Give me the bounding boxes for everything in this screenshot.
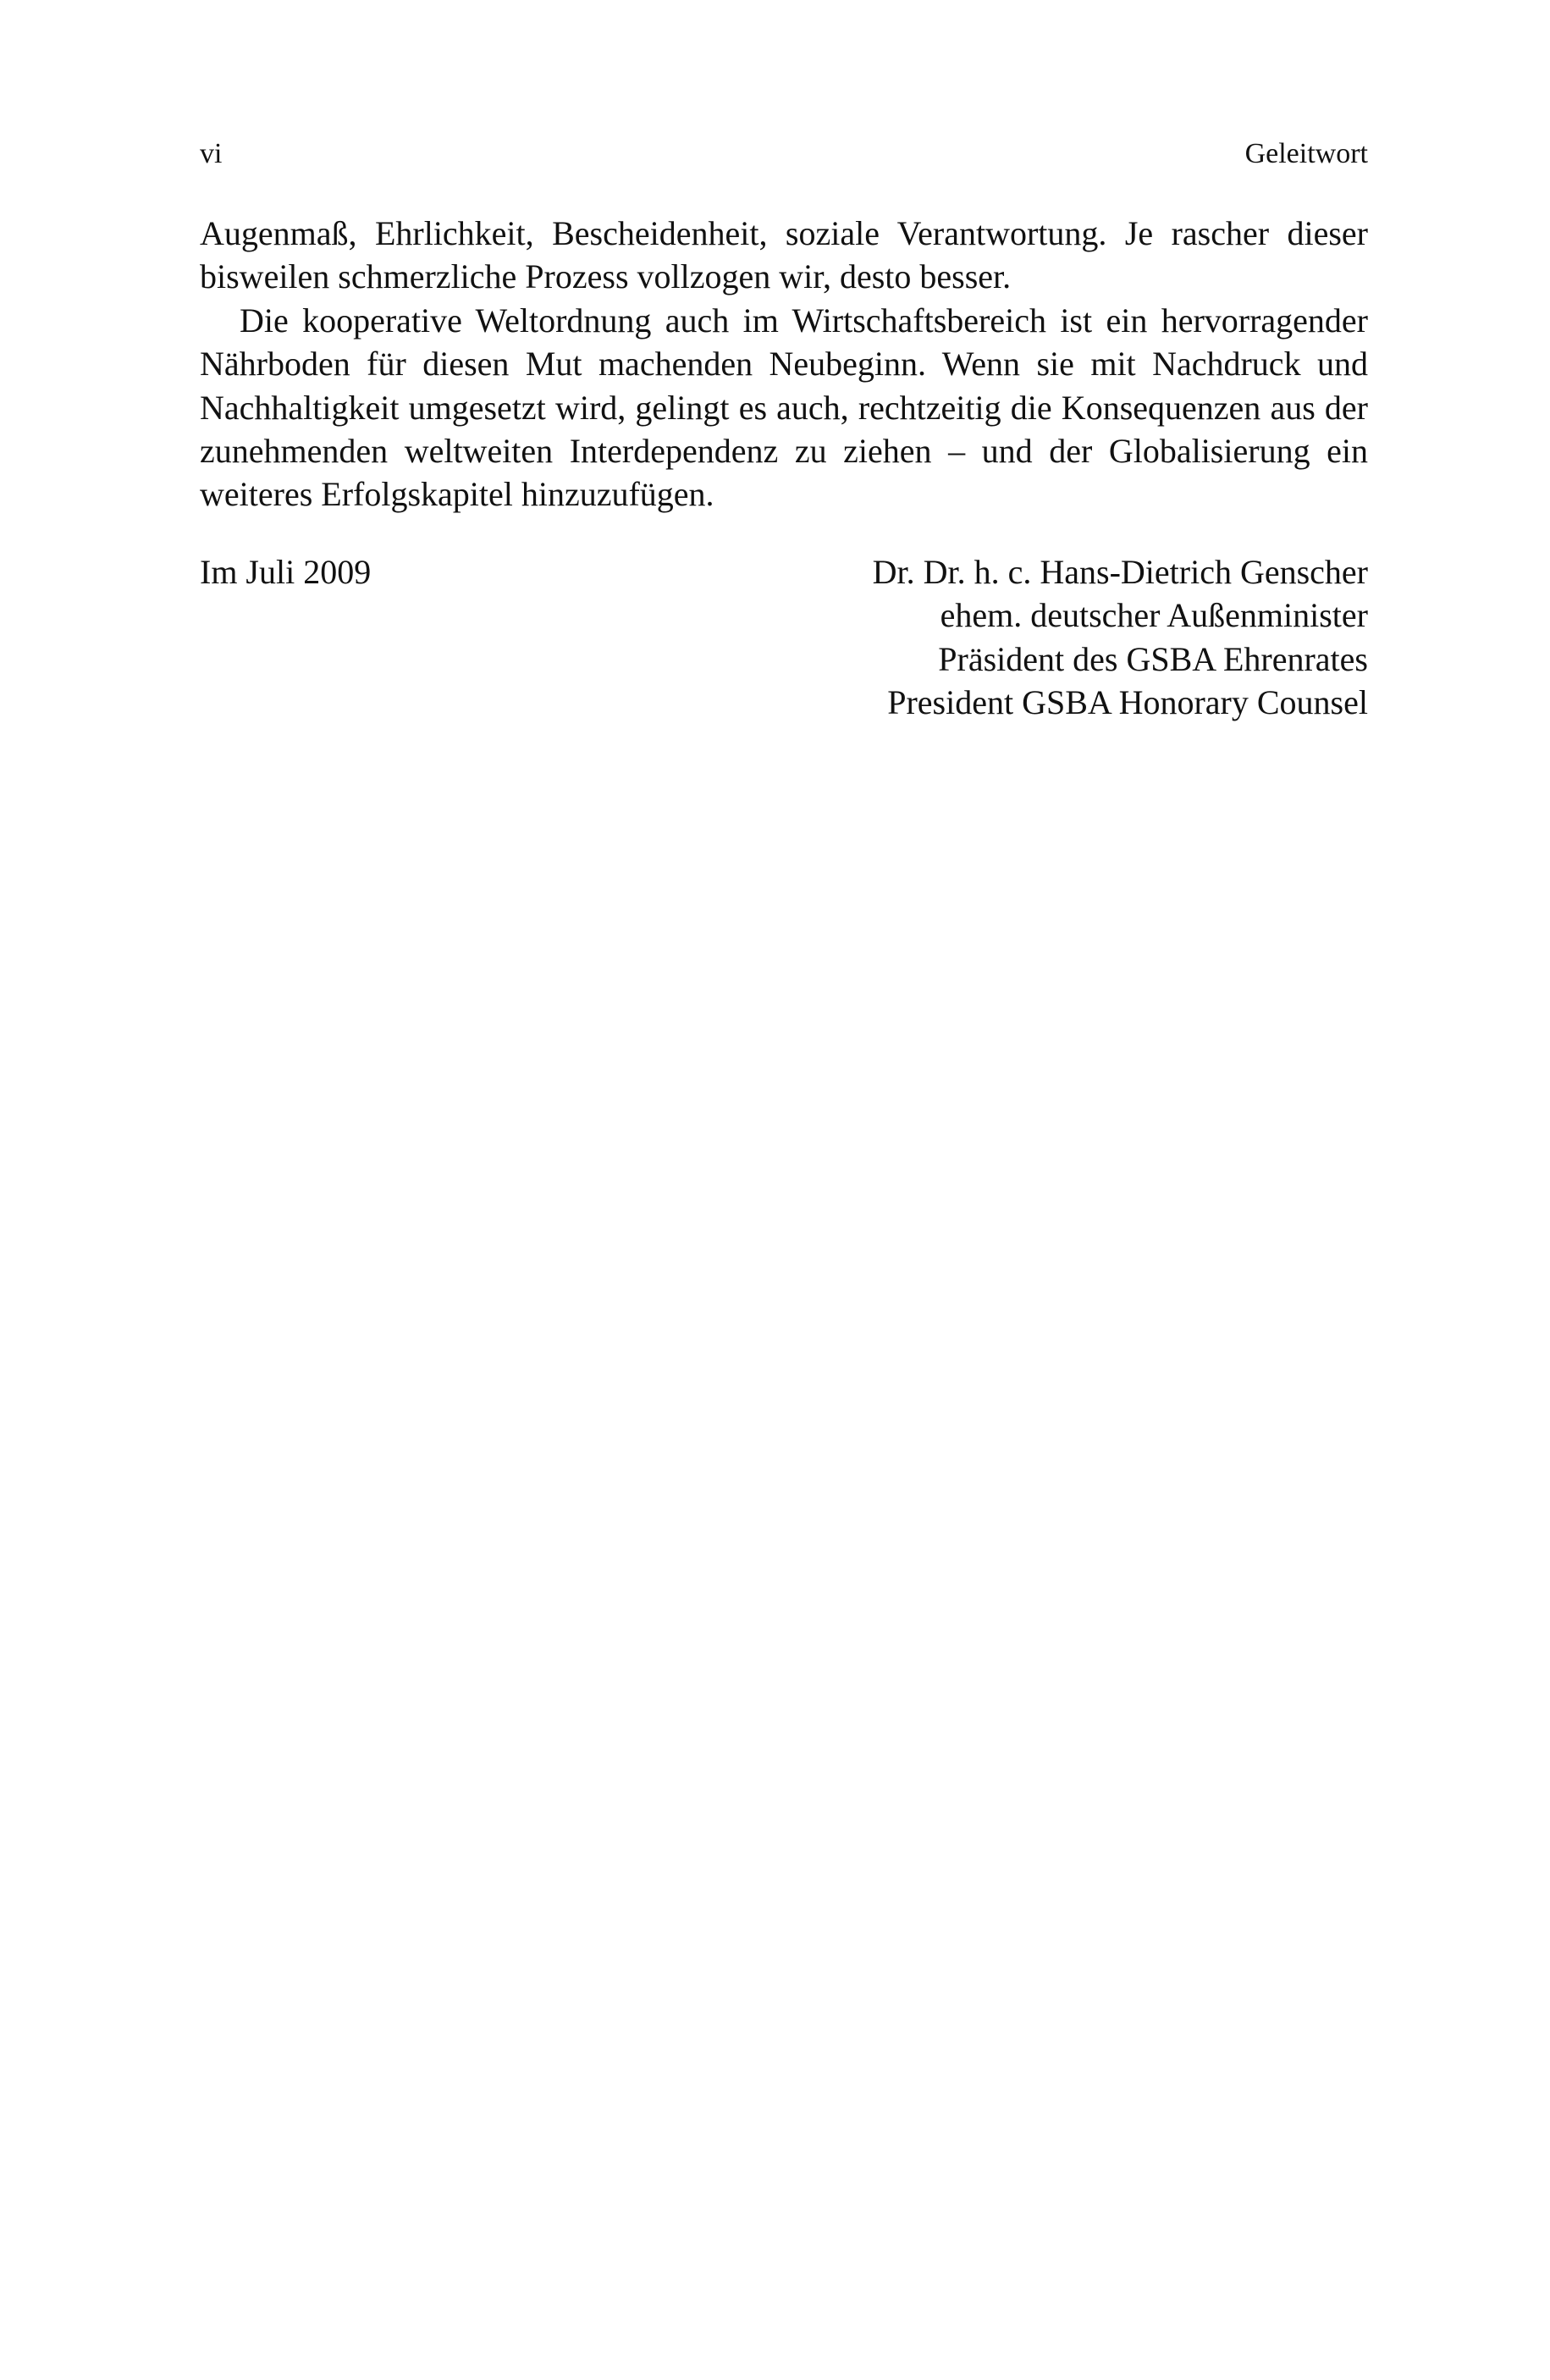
signatory-title-president-en: President GSBA Honorary Counsel xyxy=(887,683,1368,722)
body-text xyxy=(200,212,1368,516)
running-head xyxy=(200,135,1368,173)
paragraph-1: Augenmaß, Ehrlichkeit, Bescheidenheit, soziale Verantwortung. Je rascher dieser bisweilen schmerzliche Prozess vollzogen wir, desto besser. xyxy=(200,214,1368,296)
page-number: vi xyxy=(200,138,223,169)
signatory xyxy=(873,550,1368,725)
running-head-title: Geleitwort xyxy=(1244,138,1368,169)
signatory-title-president-de: Präsident des GSBA Ehrenrates xyxy=(938,639,1368,678)
signatory-name: Dr. Dr. h. c. Hans-Dietrich Genscher xyxy=(872,553,1368,591)
date-line: Im Juli 2009 xyxy=(200,553,372,591)
signatory-title-former-minister: ehem. deutscher Außenminister xyxy=(940,596,1368,635)
paragraph-2: Die kooperative Weltordnung auch im Wirtschaftsbereich ist ein hervorragender Nährboden für diesen Mut machenden Neubeginn. Wenn sie mit Nachdruck und Nachhaltigkeit umgesetzt wird, gelingt es auch, rechtzeitig die Konsequenzen aus der zunehmenden weltweiten Interdependenz zu ziehen – und der Globalisierung ein weiteres Erfolgskapitel hinzuzufügen. xyxy=(200,301,1368,514)
